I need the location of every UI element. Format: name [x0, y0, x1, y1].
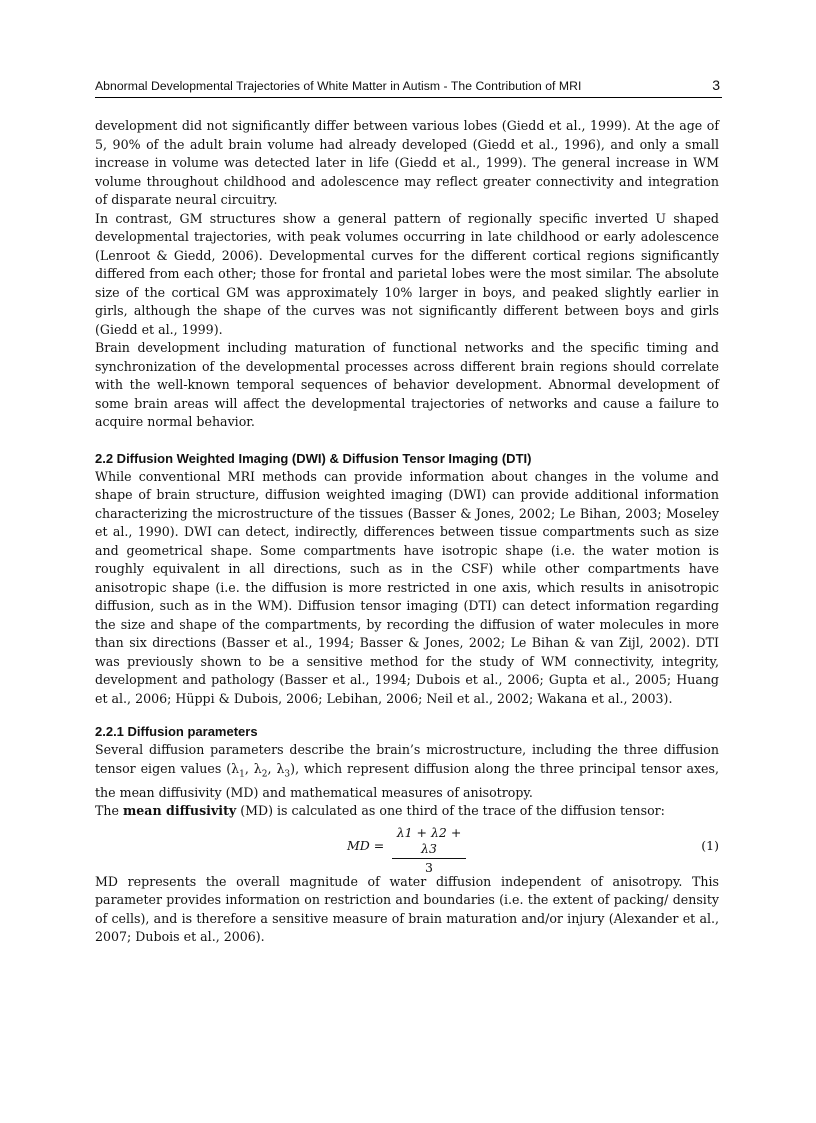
paragraph-brain-development: Brain development including maturation of functional networks and the specific timing and synchronization of the developmental processes across different brain regions should correlate with the well-known temporal sequences of behavior development. Abnormal development of some brain areas will affect the developmental trajectories of networks and cause a failure to acquire normal behavior.: [95, 340, 719, 429]
equation-fraction: [392, 825, 466, 877]
running-header: [95, 79, 722, 98]
section-heading-2-2: 2.2 Diffusion Weighted Imaging (DWI) & Diffusion Tensor Imaging (DTI): [95, 450, 532, 466]
section-heading-2-2-1: 2.2.1 Diffusion parameters: [95, 724, 258, 739]
body-text: [95, 117, 719, 947]
paragraph-diffusion-parameters: Several diffusion parameters describe the brain’s microstructure, including the three diffusion tensor eigen values ($\lambda_1$, $\lambda_2$, $\lambda_3$), which represent diffusion along the three principal tensor axes, the mean diffusivity (MD) and mathematical measures of anisotropy.: [95, 742, 719, 800]
mean-diffusivity-term: mean diffusivity: [122, 803, 237, 819]
equation-md: [95, 824, 719, 875]
equation-numerator: λ1 + λ2 + λ3: [392, 825, 466, 859]
equation-denominator: 3: [425, 859, 433, 875]
paragraph-md-description: MD represents the overall magnitude of water diffusion independent of anisotropy. This parameter provides information on restriction and boundaries (i.e. the extent of packing/ density of cells), and is therefore a sensitive measure of brain maturation and/or injury (Alexander et al., 2007; Dubois et al., 2006).: [95, 873, 719, 945]
paragraph-dwi-dti: While conventional MRI methods can provide information about changes in the volume and shape of brain structure, diffusion weighted imaging (DWI) can provide additional information characterizing the microstructure of the tissues (Basser & Jones, 2002; Le Bihan, 2003; Moseley et al., 1990). DWI can detect, indirectly, differences between tissue compartments such as size and geometrical shape. Some compartments have isotropic shape (i.e. the water motion is roughly equivalent in all directions, such as in the CSF) while other compartments have anisotropic shape (i.e. the diffusion is more restricted in one axis, which results in anisotropic diffusion, such as in the WM). Diffusion tensor imaging (DTI) can detect information regarding the size and shape of the compartments, by recording the diffusion of water molecules in more than six directions (Basser et al., 1994; Basser & Jones, 2002; Le Bihan & van Zijl, 2002). DTI was previously shown to be a sensitive method for the study of WM connectivity, integrity, development and pathology (Basser et al., 1994; Dubois et al., 2006; Gupta et al., 2005; Huang et al., 2006; Hüppi & Dubois, 2006; Lebihan, 2006; Neil et al., 2002; Wakana et al., 2003).: [95, 468, 719, 706]
equation-number: (1): [701, 837, 719, 853]
paragraph-wm-development: development did not significantly differ between various lobes (Giedd et al., 1999). At the age of 5, 90% of the adult brain volume had already developed (Giedd et al., 1996), and only a small increase in volume was detected later in life (Giedd et al., 1999). The general increase in WM volume throughout childhood and adolescence may reflect greater connectivity and integration of disparate neural circuitry.: [95, 118, 719, 207]
header-title: Abnormal Developmental Trajectories of White Matter in Autism - The Contribution of MRI: [95, 79, 582, 93]
page-number: 3: [712, 77, 720, 93]
paragraph-gm-structures: In contrast, GM structures show a general pattern of regionally specific inverted U shaped developmental trajectories, with peak volumes occurring in late childhood or early adolescence (Lenroot & Giedd, 2006). Developmental curves for the different cortical regions significantly differed from each other; those for frontal and parietal lobes were the most similar. The absolute size of the cortical GM was approximately 10% larger in boys, and peaked slightly earlier in girls, although the shape of the curves was not significantly different between boys and girls (Giedd et al., 1999).: [95, 210, 719, 337]
paragraph-md-intro: The mean diffusivity (MD) is calculated as one third of the trace of the diffusion tensor:: [95, 803, 665, 819]
equation-lhs: MD =: [347, 837, 385, 853]
